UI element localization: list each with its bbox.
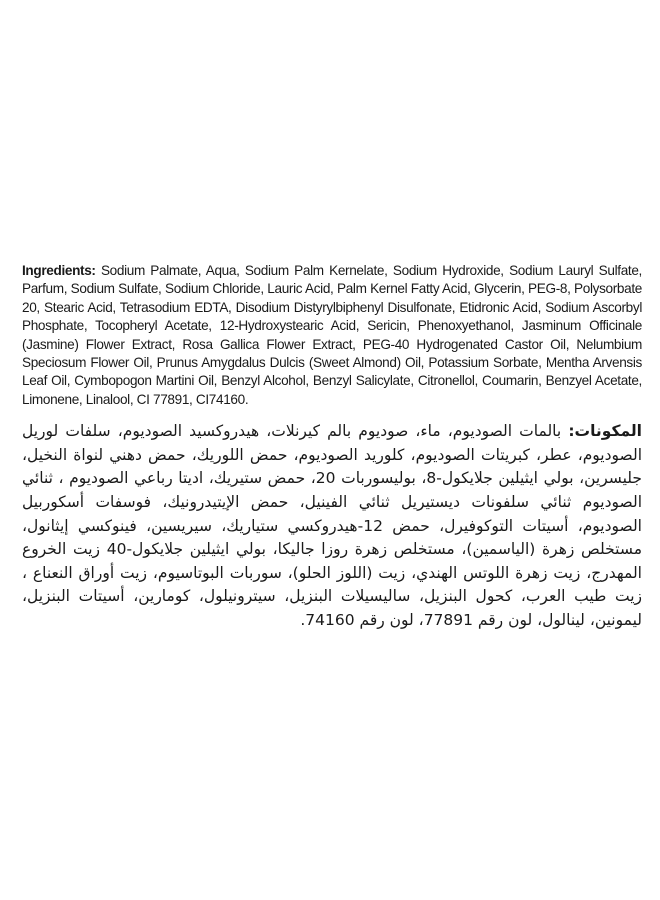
ingredients-heading-english: Ingredients: [22,263,96,278]
ingredients-heading-arabic: المكونات: [568,422,642,441]
ingredients-english [22,262,642,409]
ingredients-label [22,262,642,633]
ingredients-list-arabic: بالمات الصوديوم، ماء، صوديوم بالم كيرنلات، هيدروكسيد الصوديوم، سلفات لوريل الصوديوم، عطر، كبريتات الصوديوم، كلوريد الصوديوم، حمض اللوريك، حمض دهني لنواة النخيل، جليسرين، بولي ايثيلين جلايكول-8، بوليسوربات 20، حمض ستيريك، اديتا رباعي الصوديوم ، ثنائي الصوديوم ثنائي سلفونات ديستيريل ثنائي الفينيل، حمض الإيتيدرونيك، فوسفات أسكوربيل الصوديوم، أسيتات التوكوفيرل، حمض 12-هيدروكسي ستياريك، سيريسين، فينوكسي إيثانول، مستخلص زهرة (الياسمين)، مستخلص زهرة روزا جاليكا، بولي ايثيلين جلايكول-40 زيت الخروع المهدرج، زيت زهرة اللوتس الهندي، زيت (اللوز الحلو)، سوربات البوتاسيوم، زيت أوراق النعناع ، زيت طيب العرب، كحول البنزيل، ساليسيلات البنزيل، سيترونيلول، كومارين، أسيتات البنزيل، ليمونين، لينالول، لون رقم 77891، لون رقم 74160. [22,422,643,629]
ingredients-list-english: Sodium Palmate, Aqua, Sodium Palm Kernelate, Sodium Hydroxide, Sodium Lauryl Sulfate, Parfum, Sodium Sulfate, Sodium Chloride, Lauric Acid, Palm Kernel Fatty Acid, Glycerin, PEG-8, Polysorbate 20, Stearic Acid, Tetrasodium EDTA, Disodium Distyrylbiphenyl Disulfonate, Etidronic Acid, Sodium Ascorbyl Phosphate, Tocopheryl Acetate, 12-Hydroxystearic Acid, Sericin, Phenoxyethanol, Jasminum Officinale (Jasmine) Flower Extract, Rosa Gallica Flower Extract, PEG-40 Hydrogenated Castor Oil, Nelumbium Speciosum Flower Oil, Prunus Amygdalus Dulcis (Sweet Almond) Oil, Potassium Sorbate, Mentha Arvensis Leaf Oil, Cymbopogon Martini Oil, Benzyl Alcohol, Benzyl Salicylate, Citronellol, Coumarin, Benzyel Acetate, Limonene, Linalool, CI 77891, CI74160. [22,263,642,407]
ingredients-arabic [22,420,642,632]
